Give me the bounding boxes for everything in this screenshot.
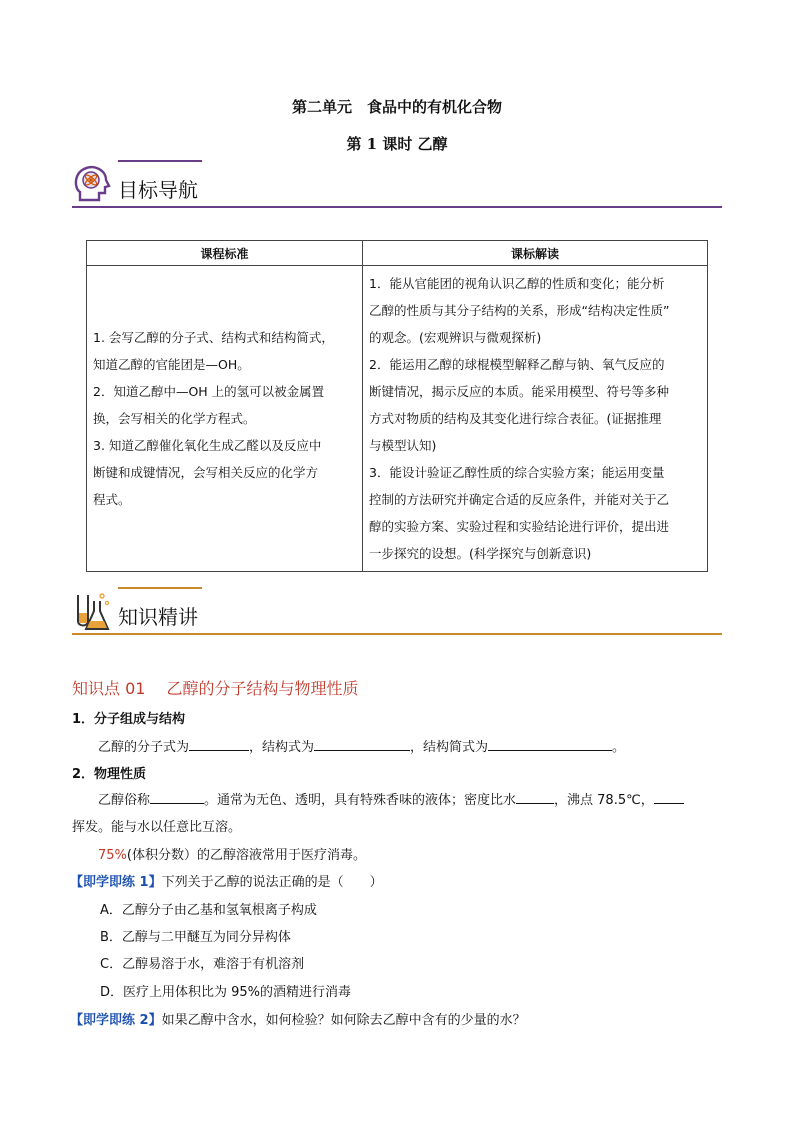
section-header-accent: [118, 587, 202, 589]
text-line: 1. 会写乙醇的分子式、结构式和结构简式，: [93, 330, 334, 345]
text-line: 2．能运用乙醇的球棍模型解释乙醇与钠、氧气反应的: [369, 357, 665, 372]
structure-paragraph: [72, 738, 758, 758]
answer-blank-volatility[interactable]: [654, 791, 684, 804]
text-fragment: ，沸点 78.5℃，: [554, 793, 654, 808]
lesson-subtitle: 第 1 课时 乙醇: [346, 135, 448, 153]
table-cell-interpretation: [363, 266, 708, 572]
subheading-structure: 1．分子组成与结构: [72, 712, 186, 727]
text-line: 控制的方法研究并确定合适的反应条件，并能对关于乙: [369, 492, 670, 507]
text-line: 断键情况，揭示反应的本质。能采用模型、符号等多种: [369, 384, 670, 399]
text-line: 的观念。(宏观辨识与微观探析): [369, 330, 542, 345]
table-header-interpretation: 课标解读: [363, 241, 708, 266]
exercise-question: 如果乙醇中含水，如何检验？如何除去乙醇中含有的少量的水？: [161, 1013, 526, 1028]
section-title: 目标导航: [118, 178, 198, 202]
text-line: 知道乙醇的官能团是—OH。: [93, 357, 250, 372]
exercise-1: [70, 873, 730, 893]
text-line: 3. 知道乙醇催化氧化生成乙醛以及反应中: [93, 438, 322, 453]
table-header-standards: 课程标准: [87, 241, 363, 266]
text-line: 1．能从官能团的视角认识乙醇的性质和变化；能分析: [369, 276, 665, 291]
answer-blank-formula[interactable]: [189, 738, 249, 751]
text-line: 3．能设计验证乙醇性质的综合实验方案；能运用变量: [369, 465, 665, 480]
physical-paragraph-cont: 挥发。能与水以任意比互溶。: [72, 820, 242, 835]
answer-blank-structural[interactable]: [314, 738, 410, 751]
section-title: 知识精讲: [118, 605, 198, 629]
disinfection-note: [72, 846, 758, 866]
text-line: 断键和成键情况，会写相关反应的化学方: [93, 465, 319, 480]
answer-blank-condensed[interactable]: [488, 738, 612, 751]
section-divider: [72, 633, 722, 635]
text-fragment: ，结构式为: [249, 740, 315, 755]
text-fragment: (体积分数）的乙醇溶液常用于医疗消毒。: [126, 848, 366, 863]
section-header-knowledge: [72, 591, 722, 635]
text-line: 方式对物质的结构及其变化进行综合表征。(证据推理: [369, 411, 662, 426]
exercise-question: 下列关于乙醇的说法正确的是（ ）: [161, 875, 383, 890]
option-b[interactable]: B．乙醇与二甲醚互为同分异构体: [100, 930, 291, 945]
option-d[interactable]: D．医疗上用体积比为 95%的酒精进行消毒: [100, 985, 352, 1000]
answer-blank-density[interactable]: [516, 791, 554, 804]
exercise-tag: 【即学即练 2】: [70, 1013, 162, 1028]
brain-head-icon: [72, 164, 112, 204]
subheading-physical: 2．物理性质: [72, 767, 147, 782]
text-fragment: 乙醇俗称: [98, 793, 151, 808]
table-cell-standards: [87, 266, 363, 572]
text-line: 乙醇的性质与其分子结构的关系，形成“结构决定性质”: [369, 303, 670, 318]
text-line: 一步探究的设想。(科学探究与创新意识): [369, 546, 592, 561]
section-header-accent: [118, 160, 202, 162]
text-fragment: ，结构简式为: [410, 740, 489, 755]
text-line: 换，会写相关的化学方程式。: [93, 411, 256, 426]
physical-paragraph: [72, 791, 758, 811]
text-line: 2．知道乙醇中—OH 上的氢可以被金属置: [93, 384, 325, 399]
document-title: 第二单元 食品中的有机化合物: [291, 98, 502, 116]
exercise-2: [70, 1011, 730, 1031]
text-line: 醇的实验方案、实验过程和实验结论进行评价，提出进: [369, 519, 670, 534]
text-fragment: 乙醇的分子式为: [98, 740, 190, 755]
section-header-goals: [72, 164, 722, 208]
text-fragment: 。通常为无色、透明，具有特殊香味的液体；密度比水: [204, 793, 517, 808]
text-line: 程式。: [93, 492, 131, 507]
answer-blank-common-name[interactable]: [150, 791, 204, 804]
option-c[interactable]: C．乙醇易溶于水，难溶于有机溶剂: [100, 957, 305, 972]
highlight-percent: 75%: [98, 848, 127, 863]
knowledge-point-title: 知识点 01 乙醇的分子结构与物理性质: [72, 679, 359, 698]
exercise-tag: 【即学即练 1】: [70, 875, 162, 890]
lab-flask-icon: [72, 591, 112, 633]
standards-table: [86, 240, 708, 572]
text-line: 与模型认知): [369, 438, 437, 453]
option-a[interactable]: A．乙醇分子由乙基和氢氧根离子构成: [100, 903, 317, 918]
section-divider: [72, 206, 722, 208]
text-fragment: 。: [612, 740, 626, 755]
